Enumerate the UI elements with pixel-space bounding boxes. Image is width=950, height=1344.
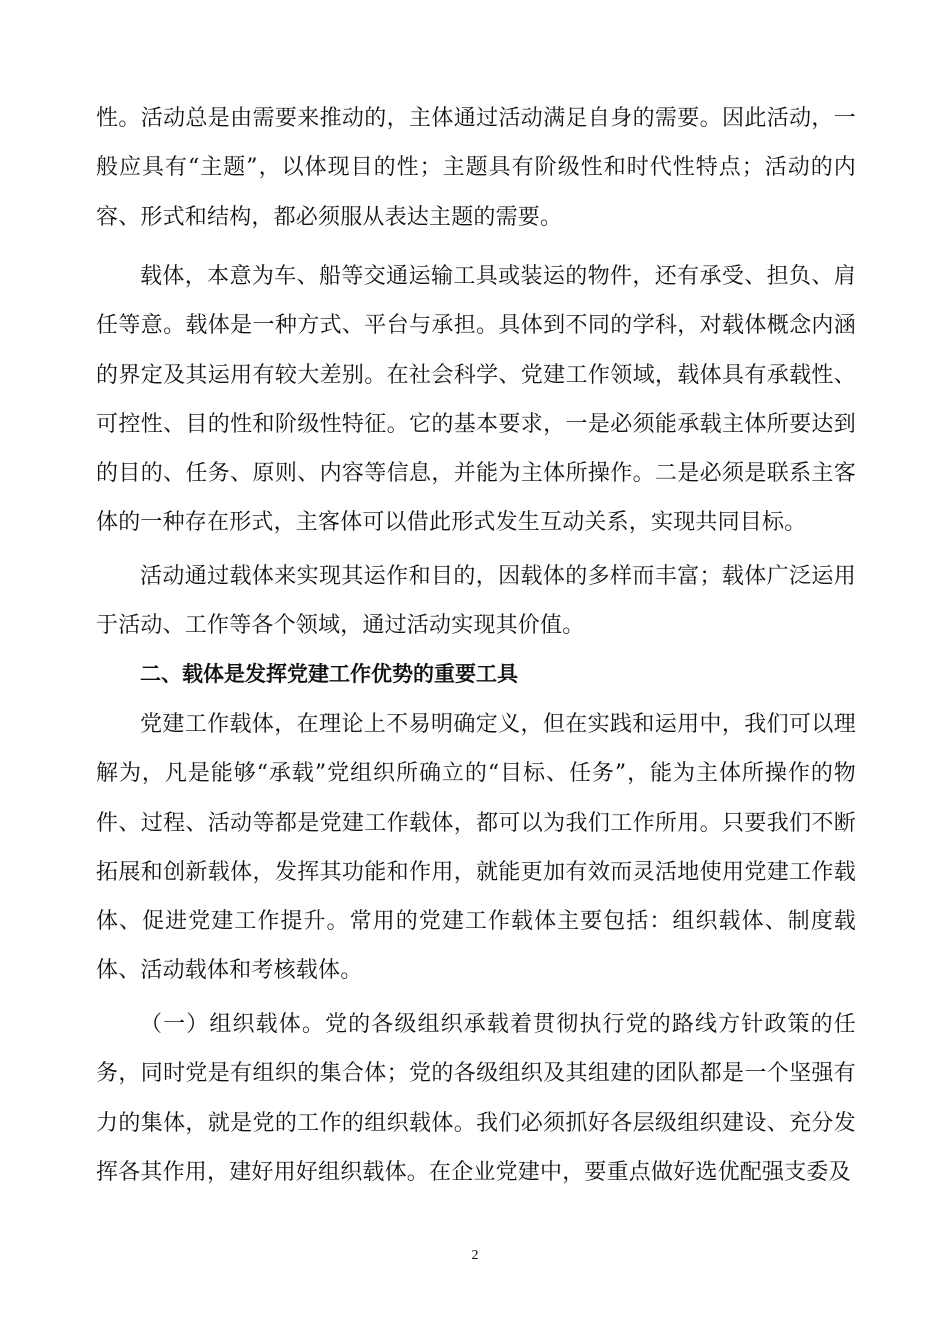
paragraph-organization-carrier: （一）组织载体。党的各级组织承载着贯彻执行党的路线方针政策的任务，同时党是有组织的集合体；党的各级组织及其组建的团队都是一个坚强有力的集体，就是党的工作的组织载体。我们必须抓好各层级组织建设、充分发挥各其作用，建好用好组织载体。在企业党建中，要重点做好选优配强支委及 <box>96 1012 856 1185</box>
paragraph-party-work-carrier: 党建工作载体，在理论上不易明确定义，但在实践和运用中，我们可以理解为，凡是能够“承载”党组织所确立的“目标、任务”，能为主体所操作的物件、过程、活动等都是党建工作载体，都可以为我们工作所用。只要我们不断拓展和创新载体，发挥其功能和作用，就能更加有效而灵活地使用党建工作载体、促进党建工作提升。常用的党建工作载体主要包括：组织载体、制度载体、活动载体和考核载体。 <box>96 712 856 984</box>
paragraph-activity-theme: 性。活动总是由需要来推动的，主体通过活动满足自身的需要。因此活动，一般应具有“主题”，以体现目的性；主题具有阶级性和时代性特点；活动的内容、形式和结构，都必须服从表达主题的需要。 <box>96 106 856 230</box>
page-number: 2 <box>471 1248 479 1263</box>
paragraph-carrier-definition: 载体，本意为车、船等交通运输工具或装运的物件，还有承受、担负、肩任等意。载体是一种方式、平台与承担。具体到不同的学科，对载体概念内涵的界定及其运用有较大差别。在社会科学、党建工作领域，载体具有承载性、可控性、目的性和阶级性特征。它的基本要求，一是必须能承载主体所要达到的目的、任务、原则、内容等信息，并能为主体所操作。二是必须是联系主客体的一种存在形式，主客体可以借此形式发生互动关系，实现共同目标。 <box>96 264 856 536</box>
section-heading: 二、载体是发挥党建工作优势的重要工具 <box>140 662 518 686</box>
paragraph-activity-carrier-relation: 活动通过载体来实现其运作和目的，因载体的多样而丰富；载体广泛运用于活动、工作等各个领域，通过活动实现其价值。 <box>96 564 856 639</box>
